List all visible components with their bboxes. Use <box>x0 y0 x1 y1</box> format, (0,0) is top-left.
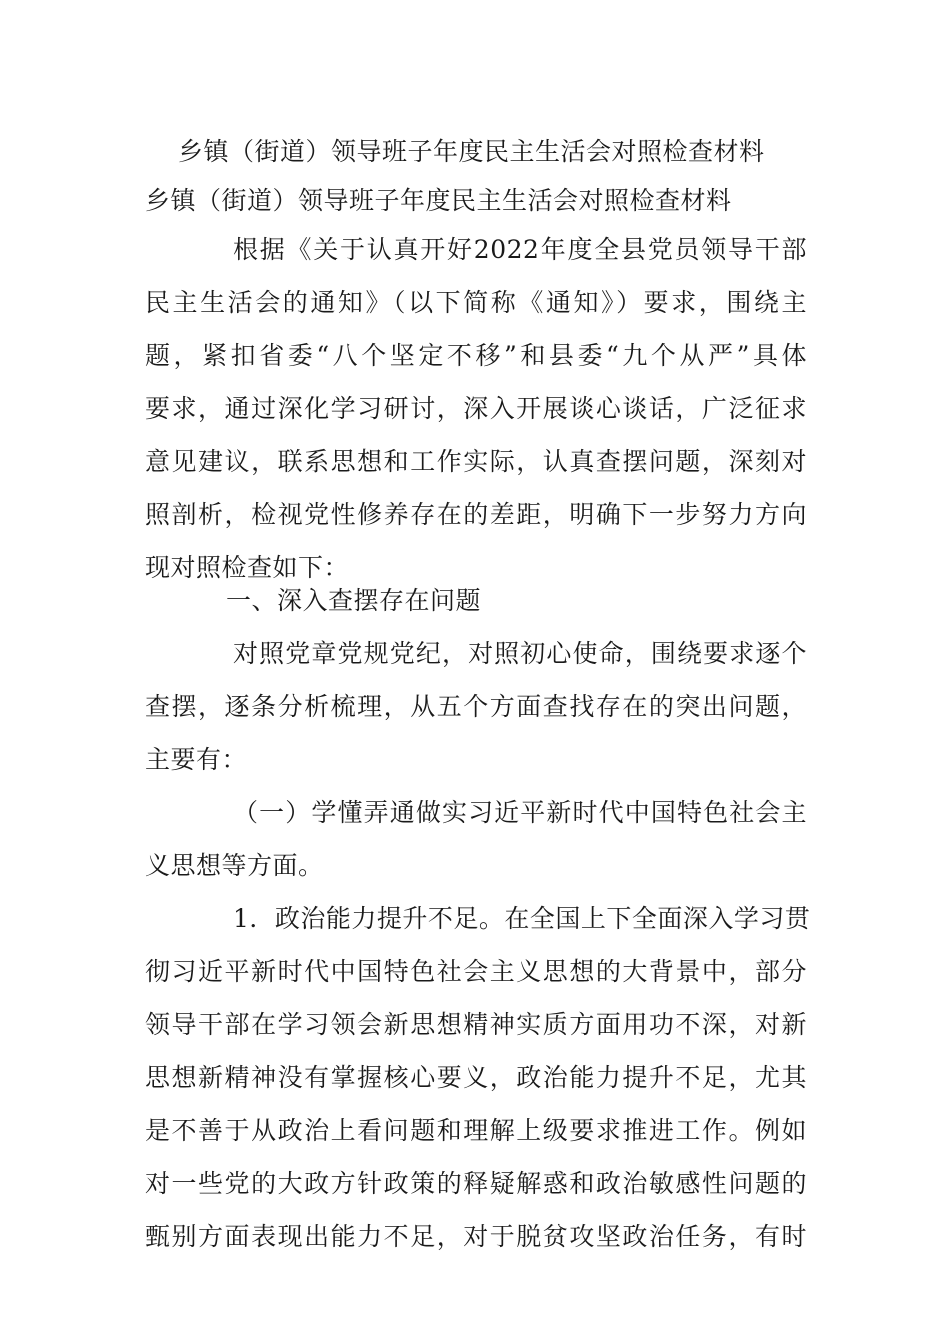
paragraph-line: 查摆，逐条分析梳理，从五个方面查找存在的突出问题， <box>145 692 807 721</box>
paragraph-line: 对一些党的大政方针政策的释疑解惑和政治敏感性问题的 <box>145 1169 807 1198</box>
paragraph-line: 1．政治能力提升不足。在全国上下全面深入学习贯 <box>233 904 811 933</box>
paragraph-line: 彻习近平新时代中国特色社会主义思想的大背景中，部分 <box>145 957 807 986</box>
paragraph-line: 题，紧扣省委“八个坚定不移”和县委“九个从严”具体 <box>145 341 807 370</box>
paragraph-line: 要求，通过深化学习研讨，深入开展谈心谈话，广泛征求 <box>145 394 807 423</box>
paragraph-line: 意见建议，联系思想和工作实际，认真查摆问题，深刻对 <box>145 447 807 476</box>
paragraph-line: 思想新精神没有掌握核心要义，政治能力提升不足，尤其 <box>145 1063 807 1092</box>
document-title-line-1: 乡镇（街道）领导班子年度民主生活会对照检查材料 <box>178 137 765 166</box>
subsection-heading: 义思想等方面。 <box>145 851 324 880</box>
paragraph-line: 现对照检查如下： <box>145 553 350 582</box>
paragraph-line: 是不善于从政治上看问题和理解上级要求推进工作。例如 <box>145 1116 807 1145</box>
paragraph-line: 领导干部在学习领会新思想精神实质方面用功不深，对新 <box>145 1010 807 1039</box>
paragraph-line: 甄别方面表现出能力不足，对于脱贫攻坚政治任务，有时 <box>145 1222 807 1251</box>
paragraph-line: 主要有： <box>145 745 248 774</box>
paragraph-line: 对照党章党规党纪，对照初心使命，围绕要求逐个 <box>233 639 807 668</box>
section-heading: 一、深入查摆存在问题 <box>226 586 482 615</box>
paragraph-line: 照剖析，检视党性修养存在的差距，明确下一步努力方向 <box>145 500 807 529</box>
paragraph-line: 民主生活会的通知》（以下简称《通知》）要求，围绕主 <box>145 288 807 317</box>
subsection-heading: （一）学懂弄通做实习近平新时代中国特色社会主 <box>233 798 807 827</box>
paragraph-line: 根据《关于认真开好2022年度全县党员领导干部 <box>233 235 807 264</box>
document-title-line-2: 乡镇（街道）领导班子年度民主生活会对照检查材料 <box>145 186 732 215</box>
